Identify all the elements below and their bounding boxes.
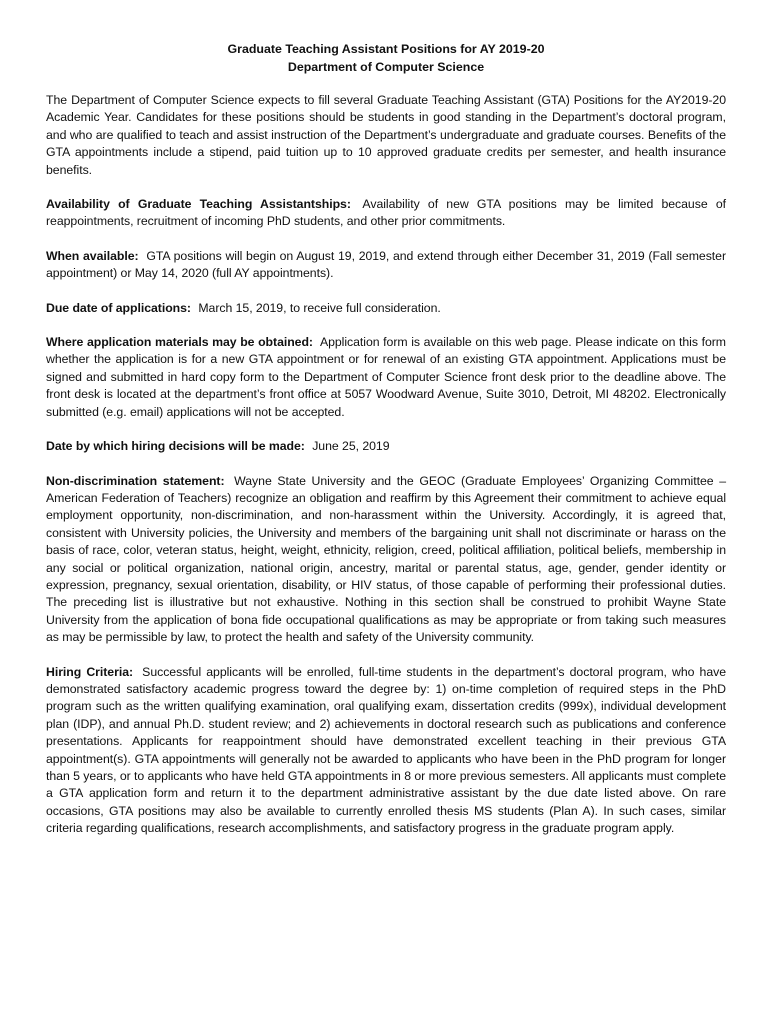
availability-body: Availability of new GTA positions may be limited because of reappointments, recruitment of incoming PhD students, and other prior commitments. — [46, 197, 726, 229]
when-available-section — [46, 248, 726, 283]
hiring-criteria-section — [46, 664, 726, 838]
due-date-section — [46, 300, 726, 317]
nondiscrimination-heading: Non-discrimination statement: — [46, 473, 225, 488]
due-date-body: March 15, 2019, to receive full consideration. — [198, 300, 441, 315]
document-page — [46, 40, 726, 855]
document-title — [46, 40, 726, 76]
when-available-heading: When available: — [46, 248, 139, 263]
hiring-criteria-heading: Hiring Criteria: — [46, 664, 134, 679]
availability-heading: Availability of Graduate Teaching Assistantships: — [46, 197, 351, 212]
hiring-criteria-body: Successful applicants will be enrolled, full-time students in the department’s doctoral program, who have demonstrated satisfactory academic progress toward the degree by: 1) on-time completion of required steps in the PhD program such as the written qualifying examination, oral qualifying exam, dissertation credits (999x), individual development plan (IDP), and annual Ph.D. student review; and 2) achievements in doctoral research such as publications and conference presentations. Applicants for reappointment should have demonstrated excellent teaching in their previous GTA appointment(s). GTA appointments will generally not be awarded to applicants who have been in the PhD program for longer than 5 years, or to applicants who have held GTA appointments in 8 or more previous semesters. All applicants must complete a GTA application form and return it to the department administrative assistant by the due date listed above. On rare occasions, GTA positions may also be available to currently enrolled thesis MS students (Plan A). In such cases, similar criteria regarding qualifications, research accomplishments, and satisfactory progress in the graduate program apply. — [46, 664, 726, 836]
due-date-heading: Due date of applications: — [46, 300, 191, 315]
materials-section — [46, 334, 726, 421]
nondiscrimination-body: Wayne State University and the GEOC (Graduate Employees’ Organizing Committee – American Federation of Teachers) recognize an obligation and reaffirm by this Agreement their commitment to achieve equal employment opportunity, non-discrimination, and non-harassment within the University. Accordingly, it is agreed that, consistent with University policies, the University and members of the bargaining unit shall not discriminate or harass on the basis of race, color, veteran status, height, weight, ethnicity, religion, creed, political affiliation, political beliefs, membership in any social or political organization, national origin, ancestry, marital or parental status, age, gender, gender identity or expression, pregnancy, sexual orientation, disability, or HIV status, of those capable of performing their professional duties. The preceding list is illustrative but not exhaustive. Nothing in this section shall be construed to prohibit Wayne State University from the application of bona fide occupational qualifications as may be appropriate or from taking such measures as may be permissible by law, to protect the health and safety of the University community. — [46, 473, 726, 645]
materials-body: Application form is available on this web page. Please indicate on this form whether the application is for a new GTA appointment or for renewal of an existing GTA appointment. Applications must be signed and submitted in hard copy form to the Department of Computer Science front desk prior to the deadline above. The front desk is located at the department’s front office at 5057 Woodward Avenue, Suite 3010, Detroit, MI 48202. Electronically submitted (e.g. email) applications will not be accepted. — [46, 335, 726, 419]
title-line-1: Graduate Teaching Assistant Positions for AY 2019-20 — [227, 42, 545, 56]
availability-section — [46, 196, 726, 231]
materials-heading: Where application materials may be obtained: — [46, 335, 313, 350]
hiring-date-section — [46, 438, 726, 455]
intro-paragraph: The Department of Computer Science expects to fill several Graduate Teaching Assistant (GTA) Positions for the AY2019-20 Academic Year. Candidates for these positions should be students in good standing in the Department’s doctoral program, and who are qualified to teach and assist instruction of the Department’s undergraduate and graduate courses. Benefits of the GTA appointments include a stipend, paid tuition up to 10 approved graduate credits per semester, and health insurance benefits. — [46, 93, 726, 177]
hiring-date-heading: Date by which hiring decisions will be made: — [46, 439, 305, 454]
nondiscrimination-section — [46, 473, 726, 647]
when-available-body: GTA positions will begin on August 19, 2019, and extend through either December 31, 2019 (Fall semester appointment) or May 14, 2020 (full AY appointments). — [46, 248, 727, 281]
hiring-date-body: June 25, 2019 — [312, 439, 390, 454]
title-line-2: Department of Computer Science — [287, 60, 485, 74]
